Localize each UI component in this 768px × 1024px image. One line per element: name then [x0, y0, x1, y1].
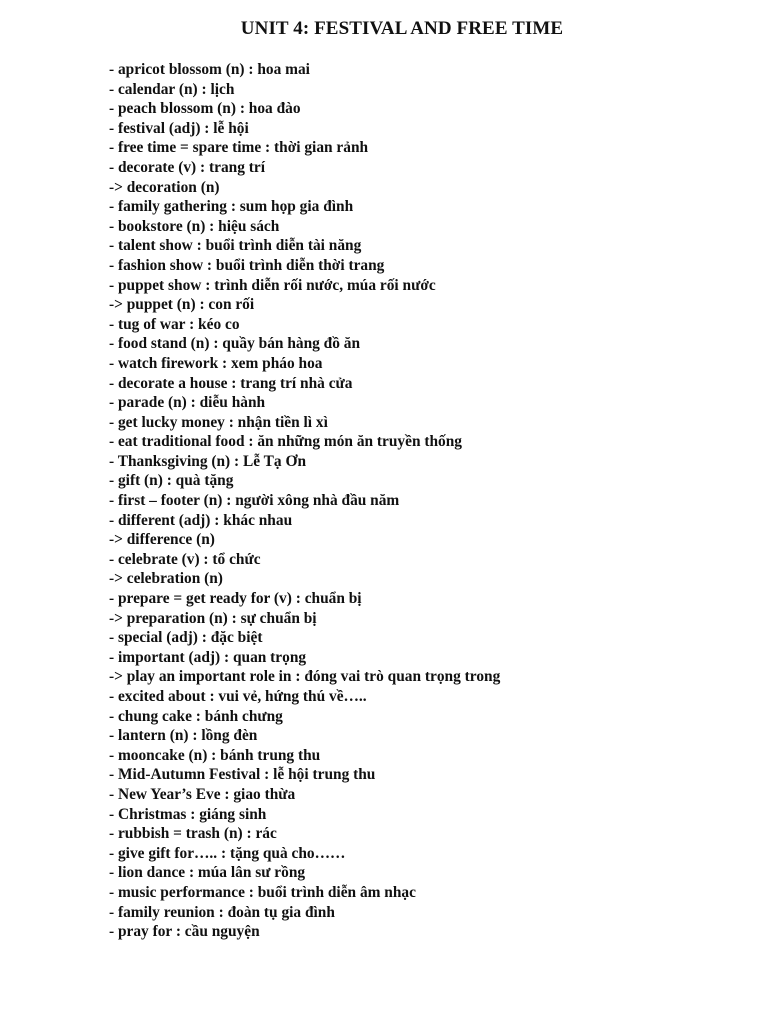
vocab-item: - puppet show : trình diễn rối nước, múa rối nước	[109, 276, 436, 294]
vocab-item: - rubbish = trash (n) : rác	[109, 825, 277, 843]
vocab-item: - lantern (n) : lồng đèn	[109, 727, 258, 745]
vocab-item: - Mid-Autumn Festival : lễ hội trung thu	[109, 766, 376, 784]
vocab-item: - free time = spare time : thời gian rảnh	[109, 139, 369, 157]
vocab-item: - fashion show : buổi trình diễn thời trang	[109, 256, 385, 274]
vocab-item: - prepare = get ready for (v) : chuẩn bị	[109, 590, 362, 608]
vocab-item: - decorate (v) : trang trí	[109, 158, 265, 176]
page-title: UNIT 4: FESTIVAL AND FREE TIME	[240, 18, 564, 39]
vocab-item: - celebrate (v) : tổ chức	[109, 550, 261, 568]
vocab-item: -> difference (n)	[109, 531, 215, 549]
vocab-item: -> play an important role in : đóng vai trò quan trọng trong	[109, 668, 501, 686]
vocab-item: - lion dance : múa lân sư rồng	[109, 864, 306, 882]
vocab-item: - Thanksgiving (n) : Lễ Tạ Ơn	[109, 452, 307, 470]
vocabulary-list	[109, 60, 500, 942]
vocab-item: - calendar (n) : lịch	[109, 80, 235, 98]
vocab-item: - different (adj) : khác nhau	[109, 511, 293, 529]
vocab-item: - tug of war : kéo co	[109, 315, 240, 333]
vocab-item: - decorate a house : trang trí nhà cửa	[109, 374, 353, 392]
vocab-item: - important (adj) : quan trọng	[109, 648, 307, 666]
vocab-item: - special (adj) : đặc biệt	[109, 629, 263, 647]
vocab-item: - bookstore (n) : hiệu sách	[109, 217, 280, 235]
vocab-item: - first – footer (n) : người xông nhà đầu năm	[109, 492, 400, 510]
vocab-item: - eat traditional food : ăn những món ăn truyền thống	[109, 433, 463, 451]
vocab-item: - Christmas : giáng sinh	[109, 805, 267, 823]
vocab-item: - apricot blossom (n) : hoa mai	[109, 61, 310, 78]
vocab-item: -> celebration (n)	[109, 570, 223, 588]
vocab-item: - pray for : cầu nguyện	[109, 923, 260, 941]
vocab-item: - excited about : vui vẻ, hứng thú về…..	[109, 688, 367, 705]
vocab-item: - get lucky money : nhận tiền lì xì	[109, 413, 328, 431]
vocab-item: - family reunion : đoàn tụ gia đình	[109, 903, 335, 921]
vocab-item: - watch firework : xem pháo hoa	[109, 354, 323, 372]
vocab-item: -> preparation (n) : sự chuẩn bị	[109, 609, 317, 627]
vocab-item: - music performance : buổi trình diễn âm nhạc	[109, 883, 416, 901]
vocab-item: - parade (n) : diễu hành	[109, 394, 266, 412]
vocab-item: - give gift for….. : tặng quà cho……	[109, 844, 346, 862]
vocab-item: - New Year’s Eve : giao thừa	[109, 785, 296, 803]
vocab-item: -> decoration (n)	[109, 178, 220, 196]
vocab-item: - festival (adj) : lễ hội	[109, 119, 249, 137]
vocab-item: - gift (n) : quà tặng	[109, 472, 234, 490]
vocab-item: - family gathering : sum họp gia đình	[109, 198, 354, 216]
vocab-item: - food stand (n) : quầy bán hàng đồ ăn	[109, 335, 361, 353]
vocab-item: - mooncake (n) : bánh trung thu	[109, 746, 321, 764]
vocab-item: -> puppet (n) : con rối	[109, 296, 255, 314]
vocab-item: - talent show : buổi trình diễn tài năng	[109, 237, 362, 255]
vocab-item: - chung cake : bánh chưng	[109, 707, 283, 725]
vocab-item: - peach blossom (n) : hoa đào	[109, 100, 301, 118]
